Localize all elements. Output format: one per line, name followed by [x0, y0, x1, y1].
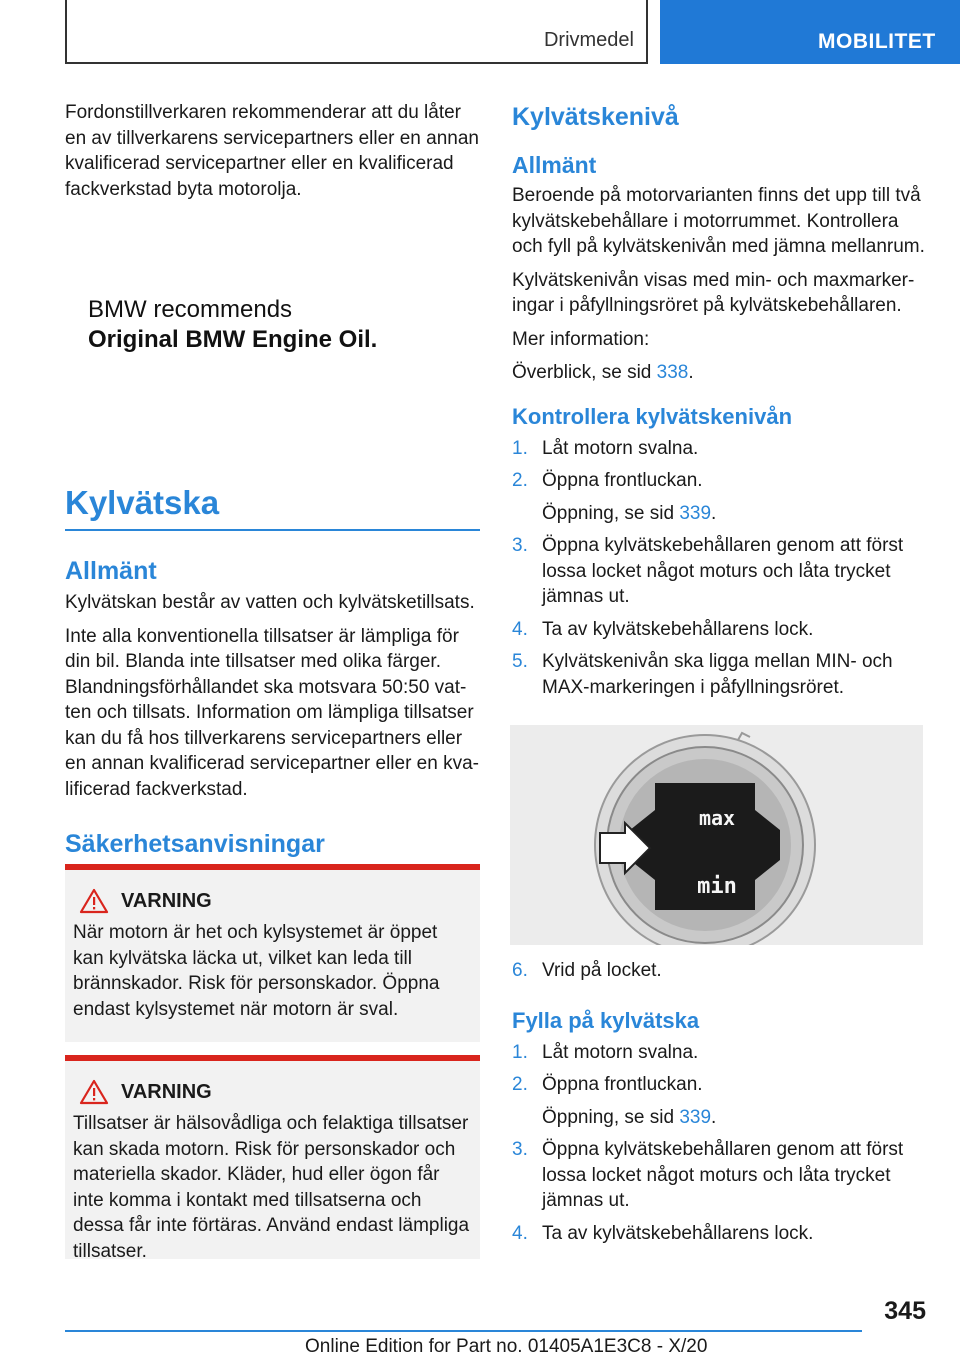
general-p2-left: Inte alla konventionella tillsatser är lämpliga för din bil. Blanda inte tillsatser med olika färger. Blandningsförhållandet ska motsvara 50:50 vatten och tillsats. Information om lämpliga tillsatser kan du få hos tillverkarens servicepartners eller en annan kvalificerad servicepartner eller en kvalificerad fackverkstad. — [65, 625, 479, 800]
left-column — [65, 100, 480, 210]
page-number: 345 — [884, 1297, 926, 1325]
coolant-heading: Kylvätska — [65, 484, 220, 521]
opening-ref: Öppning, se sid 339. — [542, 502, 717, 524]
check-step: 6. Vrid på locket. — [512, 960, 662, 981]
min-mark: min — [697, 874, 737, 899]
header-section-box — [65, 0, 648, 64]
right-column-lower — [512, 958, 927, 1253]
check-step: 2. Öppna frontluckan. — [512, 470, 703, 491]
warning-header-2 — [73, 1079, 472, 1105]
warning-text-1: När motorn är het och kylsystemet är öppet kan kylvätska läcka ut, vilket kan leda till brännskador. Risk för personskador. Öppna endast kylsystemet när motorn är sval. — [73, 922, 440, 1020]
warning-triangle-icon — [79, 1079, 109, 1105]
oil-ad-line1: BMW recommends — [88, 296, 293, 323]
check-step: 3. Öppna kylvätskebehållaren genom att först lossa locket något moturs och låta trycket jämnas ut. — [512, 535, 904, 607]
fill-step: 2. Öppna frontluckan. — [512, 1074, 703, 1095]
footer-rule — [65, 1330, 862, 1332]
filler-neck-illustration — [510, 725, 923, 945]
warning-box-1 — [65, 864, 480, 1042]
general-heading-left: Allmänt — [65, 557, 157, 585]
oil-ad-line2: Original BMW Engine Oil. — [88, 326, 378, 353]
warning-header-1 — [73, 888, 472, 914]
fill-coolant-heading: Fylla på kylvätska — [512, 1007, 700, 1033]
general-heading-right: Allmänt — [512, 152, 597, 178]
check-level-heading: Kontrollera kylvätskenivån — [512, 403, 793, 429]
check-step: 1. Låt motorn svalna. — [512, 437, 699, 459]
warning-box-2 — [65, 1055, 480, 1262]
general-p1-left: Kylvätskan består av vatten och kylvätsketillsats. — [65, 592, 475, 613]
check-step: 4. Ta av kylvätskebehållarens lock. — [512, 618, 814, 640]
heading-rule — [65, 529, 480, 531]
bmw-oil-ad — [88, 295, 428, 355]
right-column — [512, 103, 927, 707]
oil-change-intro: Fordonstillverkaren rekommenderar att du låter en av tillverkarens servicepartners eller en annan kvalificerad servicepartner eller en kvalificerad fackverkstad byta motorolja. — [65, 102, 479, 200]
max-mark: max — [698, 806, 736, 830]
overview-page-link[interactable]: 338 — [656, 362, 689, 383]
general-p1-right: Beroende på motorvarianten finns det upp till två kylvätskebehållare i motorrummet. Kontrollera och fyll på kylvätskenivån med jämna mellanrum. — [512, 185, 925, 257]
warning-triangle-icon — [79, 888, 109, 914]
fill-step: 3. Öppna kylvätskebehållaren genom att först lossa locket något moturs och låta trycket jämnas ut. — [512, 1139, 904, 1211]
more-info-label: Mer information: — [512, 328, 650, 350]
fill-step: 4. Ta av kylvätskebehållarens lock. — [512, 1222, 814, 1244]
safety-heading: Säkerhetsanvisningar — [65, 830, 325, 858]
general-p2-right: Kylvätskenivån visas med min- och maxmarkeringar i påfyllningsröret på kylvätskebehållaren. — [512, 269, 915, 316]
coolant-section — [65, 484, 480, 859]
overview-ref: Överblick, se sid 338. — [512, 362, 694, 383]
check-step: 5. Kylvätskenivån ska ligga mellan MIN- och MAX-markeringen i påfyllningsröret. — [512, 651, 893, 698]
coolant-level-heading: Kylvätskenivå — [512, 103, 679, 131]
fill-opening-page-link[interactable]: 339 — [679, 1106, 712, 1128]
footer-edition: Online Edition for Part no. 01405A1E3C8 - X/20 — [305, 1336, 708, 1357]
header-chapter-title: MOBILITET — [818, 30, 936, 53]
fill-step: 1. Låt motorn svalna. — [512, 1041, 699, 1063]
warning-title-2: VARNING — [121, 1080, 212, 1103]
fill-opening-ref: Öppning, se sid 339. — [542, 1106, 717, 1128]
coolant-level-figure — [510, 725, 923, 945]
warning-title-1: VARNING — [121, 889, 212, 912]
header-chapter-tab — [660, 0, 960, 64]
opening-page-link[interactable]: 339 — [679, 502, 712, 524]
header-section-title: Drivmedel — [543, 29, 634, 51]
warning-text-2: Tillsatser är hälsovådliga och felaktiga tillsatser kan skada motorn. Risk för personskador och materiella skador. Kläder, hud eller ögon får inte komma i kontakt med tillsatserna och dessa får inte förtäras. Använd endast lämpliga tillsatser. — [73, 1113, 470, 1262]
